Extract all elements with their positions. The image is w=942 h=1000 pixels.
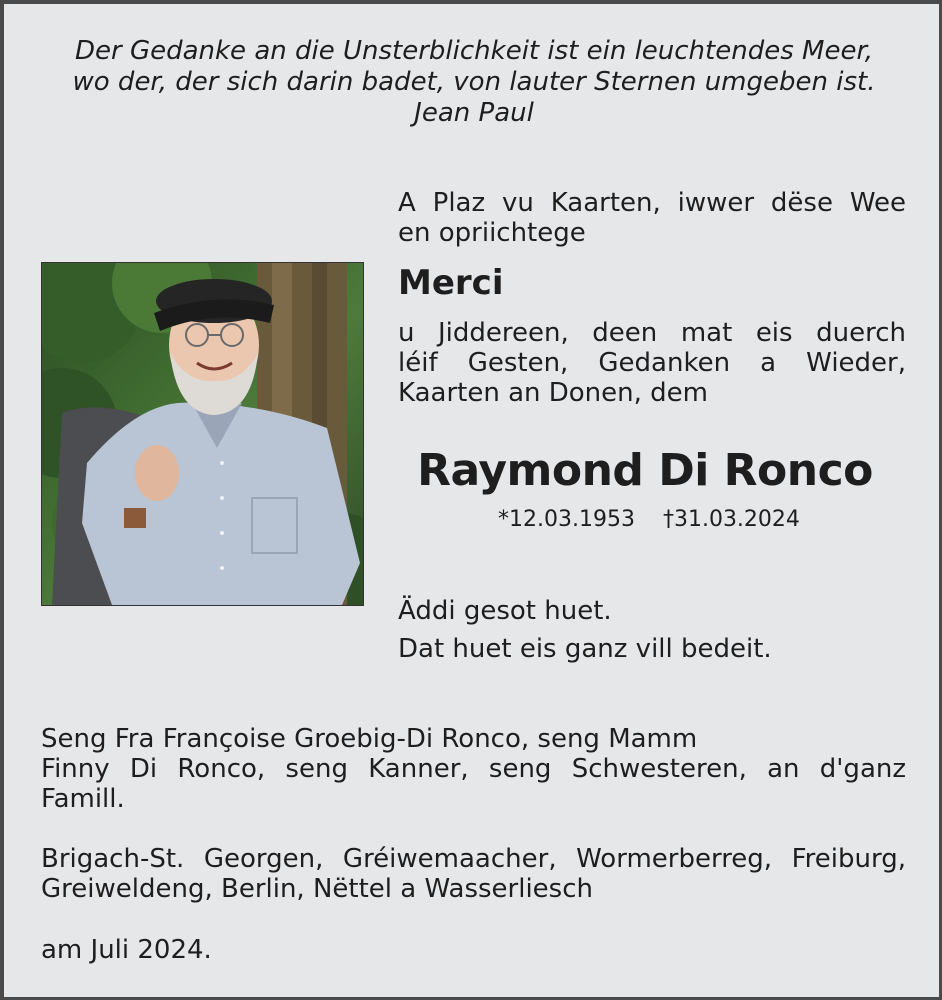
thanks-text	[398, 318, 906, 408]
thanks-line-3: Kaarten an Donen, dem	[398, 378, 708, 408]
life-dates	[498, 507, 800, 532]
closing-text	[398, 592, 906, 668]
thanks-line-2: léif Gesten, Gedanken a Wieder,	[398, 348, 906, 378]
family-signature	[41, 724, 906, 814]
family-line-3: Famill.	[41, 784, 125, 814]
portrait-photo	[41, 262, 364, 606]
thanks-line-1: u Jiddereen, deen mat eis duerch	[398, 318, 906, 348]
intro-line-2: en opriichtege	[398, 218, 586, 248]
merci-heading: Merci	[398, 263, 504, 303]
closing-line-2: Dat huet eis ganz vill bedeit.	[398, 634, 772, 664]
closing-line-1: Äddi gesot huet.	[398, 596, 612, 626]
intro-text	[398, 188, 906, 248]
family-line-1: Seng Fra Françoise Groebig-Di Ronco, seng Mamm	[41, 724, 698, 754]
intro-line-1: A Plaz vu Kaarten, iwwer dëse Wee	[398, 188, 906, 218]
quote-line-1: Der Gedanke an die Unsterblichkeit ist ein leuchtendes Meer,	[74, 36, 874, 66]
date-line: am Juli 2024.	[41, 935, 212, 965]
death-date: †31.03.2024	[662, 507, 800, 532]
birth-date: *12.03.1953	[498, 507, 635, 532]
quote-block	[24, 36, 924, 129]
quote-author: Jean Paul	[414, 98, 534, 128]
quote-line-2: wo der, der sich darin badet, von lauter Sternen umgeben ist.	[72, 67, 876, 97]
family-line-2: Finny Di Ronco, seng Kanner, seng Schwesteren, an d'ganz	[41, 754, 906, 784]
places-list	[41, 844, 906, 904]
places-line-1: Brigach-St. Georgen, Gréiwemaacher, Wormerberreg, Freiburg,	[41, 844, 906, 874]
places-line-2: Greiweldeng, Berlin, Nëttel a Wasserliesch	[41, 874, 593, 904]
deceased-name: Raymond Di Ronco	[417, 445, 873, 496]
